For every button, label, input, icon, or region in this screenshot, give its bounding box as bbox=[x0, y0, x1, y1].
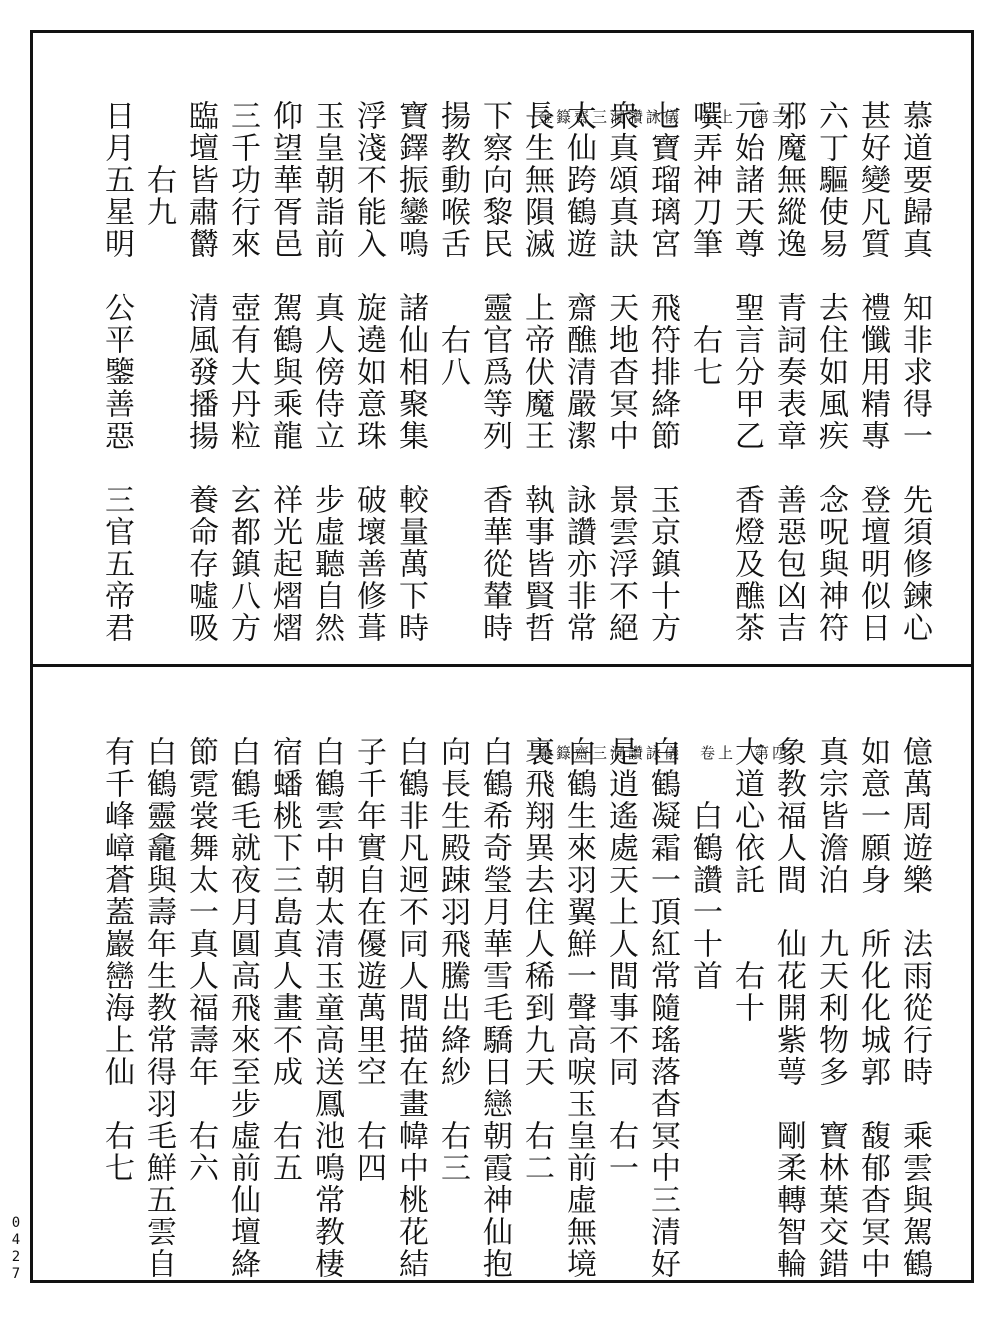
bottom-text-column: 白鶴凝霜一頂紅常隨瑤落杳冥中三清好 bbox=[645, 736, 680, 1280]
top-text-column: 日月五星明 公平鑒善惡 三官五帝君 bbox=[99, 100, 134, 644]
bottom-text-column: 裏飛翔異去住人稀到九天 右二 bbox=[519, 736, 554, 1184]
bottom-panel bbox=[40, 676, 964, 1280]
top-text-column: 長生無隕滅 上帝伏魔王 執事皆賢哲 bbox=[519, 100, 554, 644]
bottom-text-column: 向長生殿踈羽飛騰出絳紗 右三 bbox=[435, 736, 470, 1184]
top-text-column: 六丁驅使易 去住如風疾 念呪與神符 bbox=[813, 100, 848, 644]
page-number: 0427 bbox=[8, 1215, 24, 1283]
bottom-running-header: 金籙齋三洞讚詠儀 卷上 第四 bbox=[537, 744, 790, 762]
top-text-column: 寶鐸振鑾鳴 諸仙相聚集 較量萬下時 bbox=[393, 100, 428, 644]
top-text-column: 揚教動喉舌 右八 bbox=[435, 100, 470, 388]
bottom-text-column: 子千年實自在優遊萬里空 右四 bbox=[351, 736, 386, 1184]
bottom-text-column: 如意一願身 所化化城郭 馥郁杳冥中 bbox=[855, 736, 890, 1280]
top-text-column: 太仙跨鶴遊 齋醮清嚴潔 詠讚亦非常 bbox=[561, 100, 596, 644]
bottom-text-column: 宿蟠桃下三島真人畫不成 右五 bbox=[267, 736, 302, 1184]
bottom-text-column: 象教福人間 仙花開紫萼 剛柔轉智輪 bbox=[771, 736, 806, 1280]
bottom-text-column: 白鶴毛就夜月圓高飛來至步虛前仙壇絳 bbox=[225, 736, 260, 1280]
bottom-text-column: 億萬周遊樂 法雨從行時 乘雲與駕鶴 bbox=[897, 736, 932, 1280]
top-text-columns bbox=[94, 100, 934, 718]
top-text-column: 甚好變凡質 禮懺用精專 登壇明似日 bbox=[855, 100, 890, 644]
top-text-column: 噀弄神刀筆 右七 bbox=[687, 100, 722, 388]
bottom-text-column: 節霓裳舞太一真人福壽年 右六 bbox=[183, 736, 218, 1184]
top-panel bbox=[40, 40, 964, 658]
top-running-header: 金籙齋三洞讚詠儀 卷上 第三 bbox=[537, 108, 790, 126]
bottom-text-column: 是逍遙處天上人間事不同 右一 bbox=[603, 736, 638, 1184]
top-text-column: 慕道要歸真 知非求得一 先須修鍊心 bbox=[897, 100, 932, 644]
bottom-text-column: 白鶴非凡迥不同人間描在畫幃中桃花結 bbox=[393, 736, 428, 1280]
top-text-column: 臨壇皆肅欝 清風發播揚 養命存噓吸 bbox=[183, 100, 218, 644]
top-text-column: 右九 bbox=[141, 100, 176, 228]
top-text-column: 玉皇朝詣前 真人傍侍立 步虛聽自然 bbox=[309, 100, 344, 644]
bottom-text-column: 白鶴雲中朝太清玉童高送鳳池鳴常教棲 bbox=[309, 736, 344, 1280]
top-text-column: 七寶瑠璃宮 飛符排絳節 玉京鎮十方 bbox=[645, 100, 680, 644]
bottom-text-column: 真宗皆澹泊 九天利物多 寶林葉交錯 bbox=[813, 736, 848, 1280]
bottom-text-column: 有千峰嶂蒼蓋巖巒海上仙 右七 bbox=[99, 736, 134, 1184]
top-text-column: 元始諸天尊 聖言分甲乙 香燈及醮茶 bbox=[729, 100, 764, 644]
bottom-text-columns bbox=[94, 736, 934, 1334]
top-text-column: 浮淺不能入 旋遶如意珠 破壞善修葺 bbox=[351, 100, 386, 644]
bottom-text-column: 白鶴靈龕與壽年生教常得羽毛鮮五雲自 bbox=[141, 736, 176, 1280]
top-text-column: 仰望華胥邑 駕鶴與乘龍 祥光起熠熠 bbox=[267, 100, 302, 644]
top-text-column: 衆真頌真訣 天地杳冥中 景雲浮不絕 bbox=[603, 100, 638, 644]
bottom-text-column: 大道心依託 右十 bbox=[729, 736, 764, 1024]
bottom-text-column: 白鶴希奇瑩月華雪毛驕日戀朝霞神仙抱 bbox=[477, 736, 512, 1280]
bottom-text-column: 白鶴生來羽翼鮮一聲高唳玉皇前虛無境 bbox=[561, 736, 596, 1280]
bottom-text-column: 白鶴讚一十首 bbox=[687, 736, 722, 992]
top-text-column: 下察向黎民 靈官爲等列 香華從輦時 bbox=[477, 100, 512, 644]
top-text-column: 邪魔無縱逸 青詞奏表章 善惡包凶吉 bbox=[771, 100, 806, 644]
top-text-column: 三千功行來 壺有大丹粒 玄都鎮八方 bbox=[225, 100, 260, 644]
